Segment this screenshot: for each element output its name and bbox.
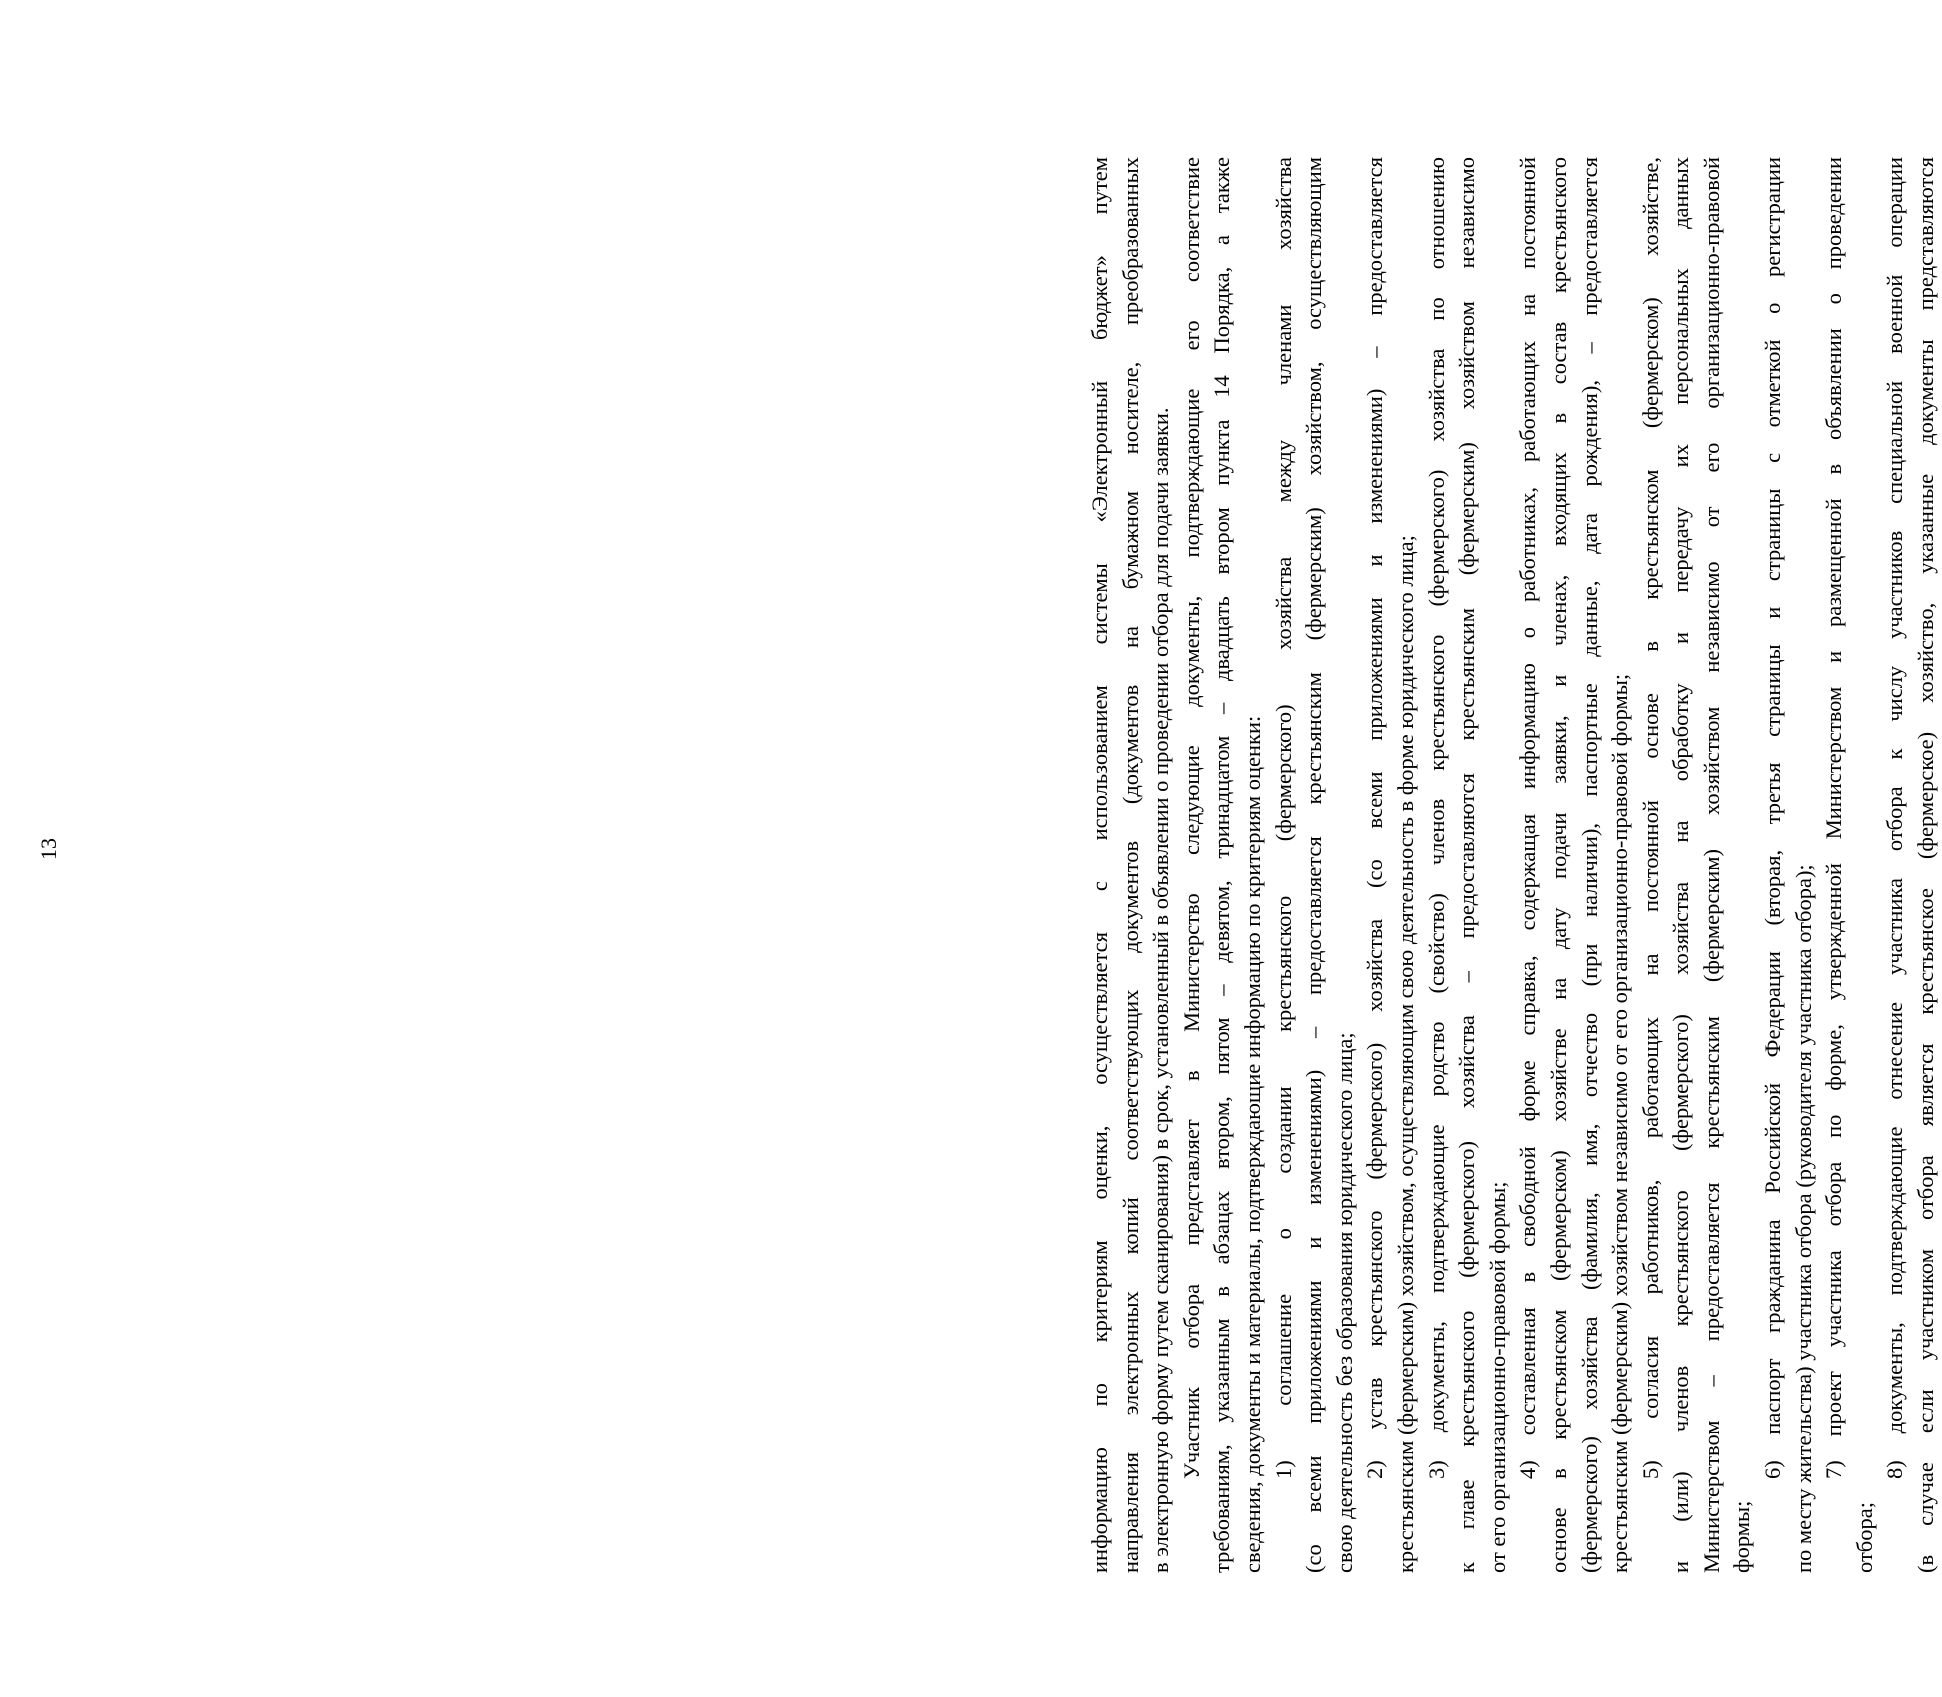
page-number: 13 — [36, 838, 61, 860]
text-line: 7) проект участника отбора по форме, утвержденной Министерством и размещенной в объявлении о проведении — [1821, 157, 1847, 1479]
text-line: (фермерского) хозяйства (фамилия, имя, отчество (при наличии), паспортные данные, дата рождения), – предоставляется — [1576, 157, 1602, 1573]
text-line: крестьянским (фермерским) хозяйством, осуществляющим свою деятельность в форме юридического лица; — [1392, 535, 1418, 1573]
text-line: 3) документы, подтверждающие родство (свойство) членов крестьянского (фермерского) хозяйства по отношению — [1423, 157, 1449, 1479]
text-line: (со всеми приложениями и изменениями) – предоставляется крестьянским (фермерским) хозяйством, осуществляющим — [1301, 157, 1327, 1573]
text-line: по месту жительства) участника отбора (руководителя участника отбора); — [1790, 864, 1816, 1573]
text-line: 4) составленная в свободной форме справка, содержащая информацию о работниках, работающих на постоянной — [1515, 157, 1541, 1479]
text-line: крестьянским (фермерским) хозяйством независимо от его организационно-правовой формы; — [1607, 673, 1633, 1573]
text-line: (в случае если участником отбора является крестьянское (фермерское) хозяйство, указанные документы представляются — [1913, 157, 1939, 1573]
text-line: основе в крестьянском (фермерском) хозяйстве на дату подачи заявки, и членах, входящих в состав крестьянского — [1545, 157, 1571, 1573]
text-line: 6) паспорт гражданина Российской Федерации (вторая, третья страницы и страницы с отметкой о регистрации — [1760, 157, 1786, 1479]
text-line: от его организационно-правовой формы; — [1484, 1181, 1510, 1573]
text-line: Участник отбора представляет в Министерство следующие документы, подтверждающие его соответствие — [1178, 157, 1204, 1479]
text-line: и (или) членов крестьянского (фермерского) хозяйства на обработку и передачу их персональных данных — [1668, 157, 1694, 1573]
text-line: формы; — [1729, 1500, 1755, 1573]
text-line: к главе крестьянского (фермерского) хозяйства – предоставляются крестьянским (фермерским) хозяйством независимо — [1454, 157, 1480, 1573]
text-line: сведения, документы и материалы, подтверждающие информацию по критериям оценки: — [1239, 715, 1265, 1573]
text-line: 2) устав крестьянского (фермерского) хозяйства (со всеми приложениями и изменениями) – предоставляется — [1362, 157, 1388, 1479]
text-line: 5) согласия работников, работающих на постоянной основе в крестьянском (фермерском) хозяйстве, — [1637, 157, 1663, 1479]
text-line: отбора; — [1851, 1502, 1877, 1573]
text-line: требованиям, указанным в абзацах втором, пятом – девятом, тринадцатом – двадцать втором пункта 14 Порядка, а также — [1209, 157, 1235, 1573]
document-body — [1085, 157, 1942, 1573]
text-line: в электронную форму путем сканирования) в срок, установленный в объявлении о проведении отбора для подачи заявки. — [1148, 407, 1174, 1573]
text-lines — [1085, 157, 1942, 1573]
text-line: свою деятельность без образования юридического лица; — [1331, 1032, 1357, 1573]
text-line: информацию по критериям оценки, осуществляется с использованием системы «Электронный бюджет» путем — [1087, 157, 1112, 1573]
text-line: направления электронных копий соответствующих документов (документов на бумажном носителе, преобразованных — [1117, 157, 1143, 1573]
text-line: 8) документы, подтверждающие отнесение участника отбора к числу участников специальной военной операции — [1882, 157, 1908, 1479]
text-line: 1) соглашение о создании крестьянского (фермерского) хозяйства между членами хозяйства — [1270, 157, 1296, 1479]
text-line: Министерством – предоставляется крестьянским (фермерским) хозяйством независимо от его организационно-правовой — [1698, 157, 1724, 1573]
